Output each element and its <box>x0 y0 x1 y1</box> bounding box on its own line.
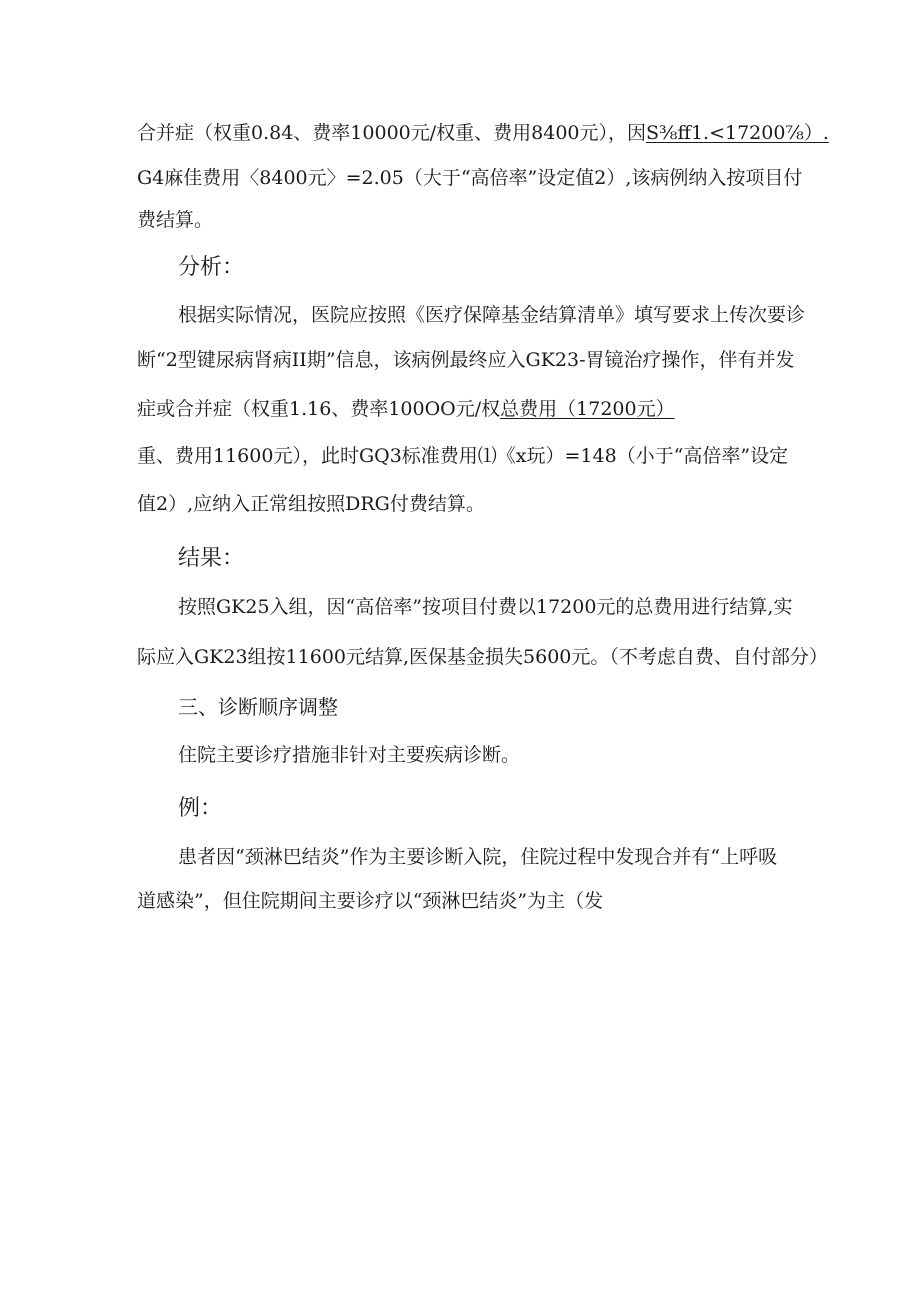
para1-line-1-underlined: S⅜ff1.<17200⅞）. <box>646 122 829 144</box>
section3-heading: 三、诊断顺序调整 <box>178 695 338 719</box>
section3-line-1: 住院主要诊疗措施非针对主要疾病诊断。 <box>178 744 521 766</box>
para1-line-3: 费结算。 <box>137 209 214 231</box>
example-heading: 例： <box>178 796 223 821</box>
analysis-line-4: 重、费用11600元），此时GQ3标准费用⑴《x玩）=148（小于“高倍率”设定 <box>137 445 789 467</box>
analysis-line-5: 值2）,应纳入正常组按照DRG付费结算。 <box>137 493 485 515</box>
para1-line-1 <box>137 121 829 145</box>
para1-line-1-text: 合并症（权重0.84、费率10000元/权重、费用8400元），因 <box>137 122 647 144</box>
analysis-line-3-underlined: 总费用（17200元） <box>500 398 675 420</box>
result-line-2: 际应入GK23组按11600元结算,医保基金损失5600元。（不考虑自费、自付部分） <box>137 646 828 668</box>
result-heading: 结果： <box>178 546 245 571</box>
analysis-heading: 分析： <box>178 255 245 280</box>
example-line-2: 道感染”，但住院期间主要诊疗以“颈淋巴结炎”为主（发 <box>137 890 604 912</box>
analysis-line-2: 断“2型键尿病肾病II期”信息，该病例最终应入GK23-胃镜治疗操作，伴有并发 <box>137 349 795 371</box>
analysis-line-3 <box>137 397 675 421</box>
result-line-1: 按照GK25入组，因“高倍率”按项目付费以17200元的总费用进行结算,实 <box>178 596 793 618</box>
example-line-1: 患者因“颈淋巴结炎”作为主要诊断入院，住院过程中发现合并有“上呼吸 <box>178 846 778 868</box>
para1-line-2: G4麻佳费用〈8400元〉=2.05（大于“高倍率”设定值2）,该病例纳入按项目付 <box>137 167 803 189</box>
analysis-line-1: 根据实际情况，医院应按照《医疗保障基金结算清单》填写要求上传次要诊 <box>178 304 806 326</box>
analysis-line-3-text: 症或合并症（权重1.16、费率100OO元/权 <box>137 398 501 420</box>
